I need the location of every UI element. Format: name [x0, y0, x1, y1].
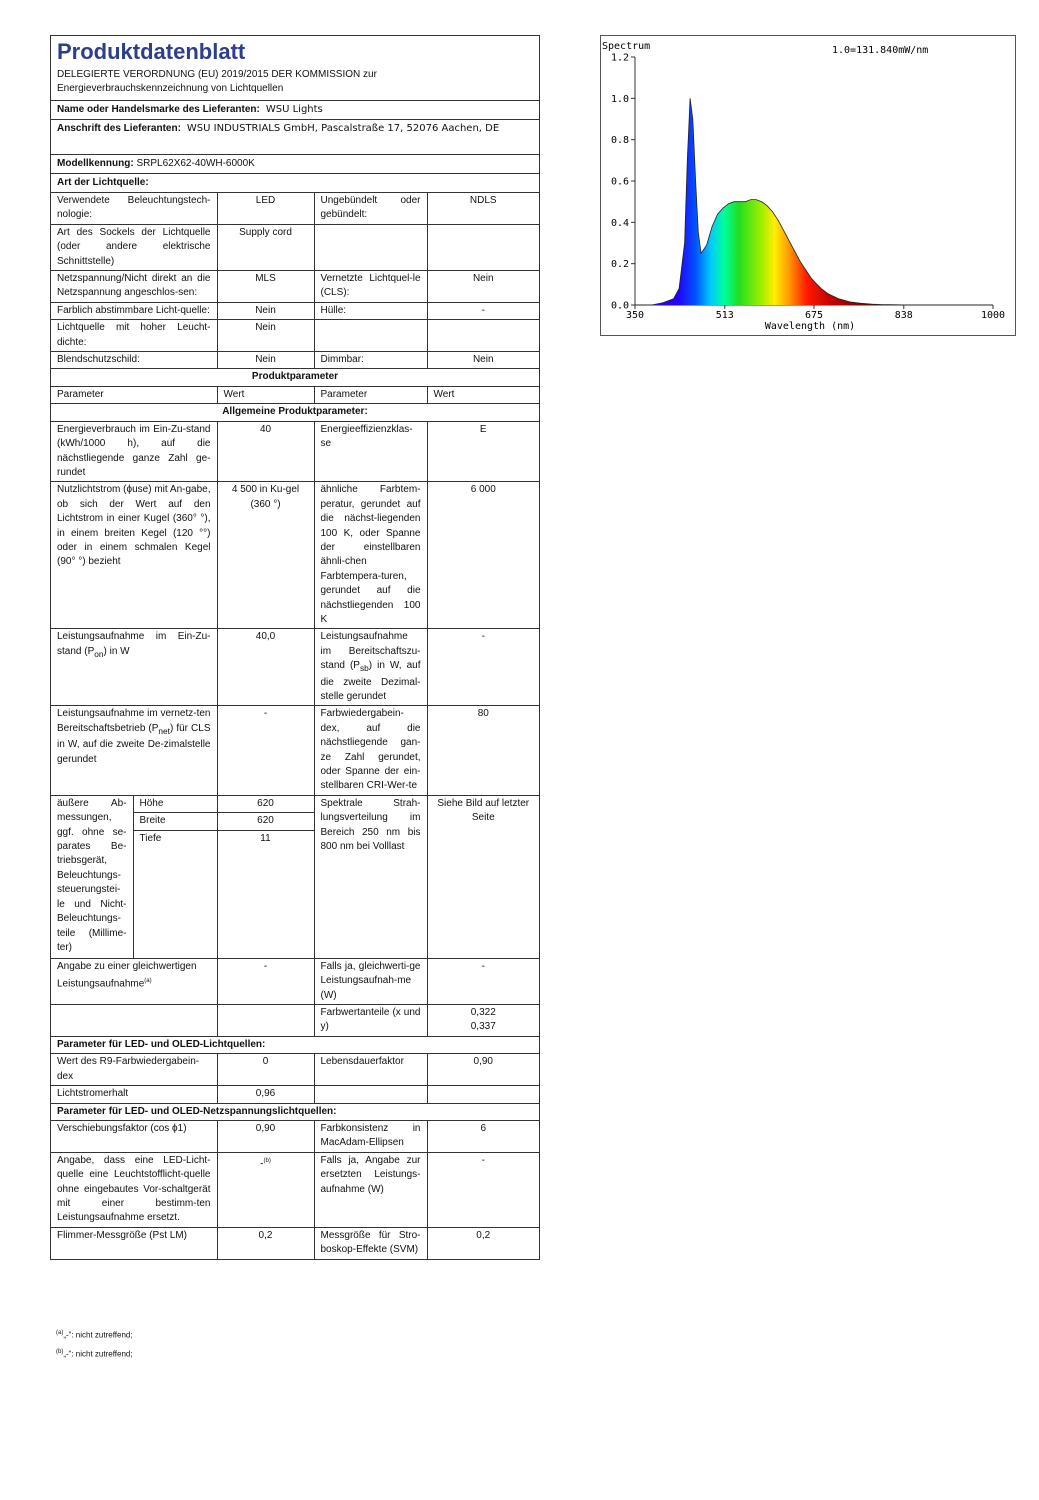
param-label	[314, 224, 427, 270]
table-row	[51, 795, 539, 958]
table-row	[51, 629, 539, 706]
page-title: Produktdatenblatt	[57, 39, 246, 64]
param-value	[427, 224, 539, 270]
param-label: Dimmbar:	[314, 352, 427, 369]
table-row	[51, 352, 539, 369]
section-heading-allgemein: Allgemeine Produktparameter:	[51, 404, 539, 421]
table-row	[51, 1227, 539, 1258]
param-label: Spektrale Strah-lungsverteilung im Bereich 250 nm bis 800 nm bei Volllast	[314, 795, 427, 958]
param-value: 0,2	[427, 1227, 539, 1258]
param-value: 0,2	[217, 1227, 314, 1258]
dimensions-subtable	[51, 796, 217, 958]
product-data-sheet	[50, 35, 540, 1260]
table-row	[51, 302, 539, 319]
param-label: Wert des R9-Farbwiedergabein-dex	[51, 1054, 217, 1086]
light-source-type-heading: Art der Lichtquelle:	[51, 174, 539, 193]
table-row	[51, 271, 539, 303]
section-heading-row	[51, 369, 539, 386]
column-header-wert: Wert	[217, 386, 314, 403]
table-row	[51, 1054, 539, 1086]
y-tick-label: 0.0	[610, 300, 629, 312]
param-value: -$^{(b)}$	[217, 1152, 314, 1227]
param-value: 6	[427, 1120, 539, 1152]
param-value: Nein	[217, 352, 314, 369]
y-tick-label: 0.4	[610, 217, 629, 229]
section-heading-row	[51, 1103, 539, 1120]
param-label: Farbwiedergabein-dex, auf die nächstliegende gan-ze Zahl gerundet, oder Spanne der ein-stellbaren CRI-Wer-te	[314, 706, 427, 795]
param-label: Angabe zu einer gleichwertigen Leistungsaufnahme$^{(a)}$	[51, 958, 217, 1004]
dimensions-cell	[51, 795, 217, 958]
param-label: Ungebündelt oder gebündelt:	[314, 193, 427, 224]
param-label: Leistungsaufnahme im vernetz-ten Bereitschaftsbetrieb $(P_{net})$ für CLS in W, auf die zweite De-zimalstelle gerundet	[51, 706, 217, 795]
column-header-parameter: Parameter	[314, 386, 427, 403]
param-label: Blendschutzschild:	[51, 352, 217, 369]
section-heading-row	[51, 1036, 539, 1053]
param-value: Siehe Bild auf letzter Seite	[427, 795, 539, 958]
width-value: 620	[218, 813, 314, 830]
chroma-y-value: 0,337	[470, 1021, 496, 1033]
param-value: LED	[217, 193, 314, 224]
param-label: Falls ja, gleichwerti-ge Leistungsaufnah-me (W)	[314, 958, 427, 1004]
param-value: -	[217, 706, 314, 795]
param-label: Nutzlichtstrom (ϕuse) mit An-gabe, ob sich der Wert auf den Lichtstrom in einer Kugel (360° °), in einem breiten Kegel (120 °°) oder in einem schmalen Kegel (90° °) bezieht	[51, 482, 217, 629]
chart-title: Spectrum	[602, 41, 651, 52]
param-value: 0	[217, 1054, 314, 1086]
param-label: Netzspannung/Nicht direkt an die Netzspannung angeschlos-sen:	[51, 271, 217, 303]
x-axis-label: Wavelength (nm)	[764, 321, 856, 332]
param-label: Energieeffizienzklas-se	[314, 421, 427, 482]
param-value: -	[427, 302, 539, 319]
table-row	[51, 1086, 539, 1103]
param-value: 40	[217, 421, 314, 482]
table-row	[51, 224, 539, 270]
param-label: Verwendete Beleuchtungstech-nologie:	[51, 193, 217, 224]
param-label: Energieverbrauch im Ein-Zu-stand (kWh/1000 h), auf die nächstliegende ganze Zahl ge-rundet	[51, 421, 217, 482]
param-value: -	[427, 1152, 539, 1227]
regulation-line-1: DELEGIERTE VERORDNUNG (EU) 2019/2015 DER KOMMISSION zur	[57, 69, 377, 80]
x-tick-label: 838	[894, 310, 913, 321]
regulation-subtitle	[51, 66, 539, 101]
table-row	[51, 1005, 539, 1037]
depth-value: 11	[260, 832, 271, 844]
param-label: Hülle:	[314, 302, 427, 319]
param-label: Lichtstromerhalt	[51, 1086, 217, 1103]
column-header-wert: Wert	[427, 386, 539, 403]
footnote-b: $^{(b)}$„-“: nicht zutreffend;	[56, 1348, 133, 1359]
column-header-parameter: Parameter	[51, 386, 217, 403]
table-row	[51, 958, 539, 1004]
table-row	[51, 1120, 539, 1152]
param-label: Lebensdauerfaktor	[314, 1054, 427, 1086]
y-tick-label: 0.2	[610, 259, 629, 271]
param-value: 0,96	[217, 1086, 314, 1103]
param-value	[427, 1005, 539, 1037]
y-tick-label: 1.2	[610, 52, 629, 64]
param-value: NDLS	[427, 193, 539, 224]
param-value: 6 000	[427, 482, 539, 629]
param-label: Angabe, dass eine LED-Licht-quelle eine Leuchtstofflicht-quelle ohne eingebautes Vor-schaltgerät mit einer bestimm-ten Leistungsaufnahme ersetzt.	[51, 1152, 217, 1227]
table-row	[51, 482, 539, 629]
y-tick-label: 1.0	[610, 93, 629, 105]
param-label: Leistungsaufnahme im Bereitschaftszu-stand $(P_{sb})$ in W, auf die zweite Dezimal-stelle gerundet	[314, 629, 427, 706]
param-value: 80	[427, 706, 539, 795]
supplier-address-value: WSU INDUSTRIALS GmbH, Pascalstraße 17, 52076 Aachen, DE	[186, 123, 500, 134]
param-value: -	[217, 958, 314, 1004]
param-label: Verschiebungsfaktor (cos ϕ1)	[51, 1120, 217, 1152]
section-heading-led-oled-mains: Parameter für LED- und OLED-Netzspannungslichtquellen:	[51, 1103, 539, 1120]
model-value: SRPL62X62-40WH-6000K	[136, 158, 255, 169]
table-row	[51, 1152, 539, 1227]
param-value: -	[427, 958, 539, 1004]
spectrum-chart	[600, 35, 1016, 336]
param-value: Supply cord	[217, 224, 314, 270]
param-label: Leistungsaufnahme im Ein-Zu-stand $(P_{on})$ in W	[51, 629, 217, 706]
supplier-brand-row	[51, 101, 539, 120]
param-label: Falls ja, Angabe zur ersetzten Leistungs-aufnahme (W)	[314, 1152, 427, 1227]
param-value: -	[427, 629, 539, 706]
param-label: Farblich abstimmbare Licht-quelle:	[51, 302, 217, 319]
param-label: Flimmer-Messgröße (Pst LM)	[51, 1227, 217, 1258]
column-header-row	[51, 386, 539, 403]
param-value: MLS	[217, 271, 314, 303]
param-value: 0,90	[217, 1120, 314, 1152]
param-value: 40,0	[217, 629, 314, 706]
y-tick-label: 0.8	[610, 135, 629, 147]
section-heading-row	[51, 404, 539, 421]
param-value: Nein	[217, 302, 314, 319]
regulation-line-2: Energieverbrauchskennzeichnung von Lichtquellen	[57, 83, 284, 94]
param-label: Vernetzte Lichtquel-le (CLS):	[314, 271, 427, 303]
table-row	[51, 320, 539, 352]
footnotes	[56, 1325, 133, 1362]
param-label: Messgröße für Stro-boskop-Effekte (SVM)	[314, 1227, 427, 1258]
model-row	[51, 155, 539, 174]
x-tick-label: 350	[625, 310, 645, 321]
table-row	[51, 193, 539, 224]
parameter-table	[51, 193, 539, 1259]
table-row	[51, 421, 539, 482]
section-heading-led-oled: Parameter für LED- und OLED-Lichtquellen:	[51, 1036, 539, 1053]
supplier-address-row	[51, 120, 539, 155]
x-tick-label: 675	[804, 310, 824, 321]
table-row	[51, 706, 539, 795]
param-value: Nein	[217, 320, 314, 352]
width-label: Breite	[133, 813, 217, 830]
param-label: Farbkonsistenz in MacAdam-Ellipsen	[314, 1120, 427, 1152]
param-label: Farbwertanteile (x und y)	[314, 1005, 427, 1037]
depth-label: Tiefe	[139, 832, 162, 844]
x-tick-label: 513	[715, 310, 734, 321]
height-label: Höhe	[133, 796, 217, 813]
param-value: Nein	[427, 271, 539, 303]
param-value	[427, 320, 539, 352]
model-label: Modellkennung:	[57, 158, 134, 169]
param-label: Lichtquelle mit hoher Leucht-dichte:	[51, 320, 217, 352]
y-tick-label: 0.6	[610, 176, 629, 188]
param-label: Art des Sockels der Lichtquelle (oder andere elektrische Schnittstelle)	[51, 224, 217, 270]
chroma-x-value: 0,322	[470, 1007, 496, 1019]
param-value: 0,90	[427, 1054, 539, 1086]
dimensions-label: äußere Ab-messungen, ggf. ohne se-parates Be-triebsgerät, Beleuchtungs-steuerungstei-le und Nicht-Beleuchtungs-teile (Millime-ter)	[51, 796, 133, 958]
param-value: E	[427, 421, 539, 482]
x-tick-label: 1000	[980, 310, 1006, 321]
dimensions-values-cell	[217, 795, 314, 958]
param-label: ähnliche Farbtem-peratur, gerundet auf die nächst-liegenden 100 K, oder Spanne der einstellbaren ähnli-chen Farbtempera-turen, gerundet auf die nächstliegenden 100 K	[314, 482, 427, 629]
section-heading-produktparameter: Produktparameter	[51, 369, 539, 386]
param-label	[314, 320, 427, 352]
param-value: Nein	[427, 352, 539, 369]
height-value: 620	[218, 796, 314, 813]
chart-annotation: 1.0=131.840mW/nm	[832, 45, 929, 56]
param-value: 4 500 in Ku-gel (360 °)	[217, 482, 314, 629]
supplier-brand-value: WSU Lights	[265, 104, 323, 115]
footnote-a: $^{(a)}$„-“: nicht zutreffend;	[56, 1330, 133, 1340]
supplier-address-label: Anschrift des Lieferanten:	[57, 123, 181, 134]
supplier-brand-label: Name oder Handelsmarke des Lieferanten:	[57, 104, 260, 115]
